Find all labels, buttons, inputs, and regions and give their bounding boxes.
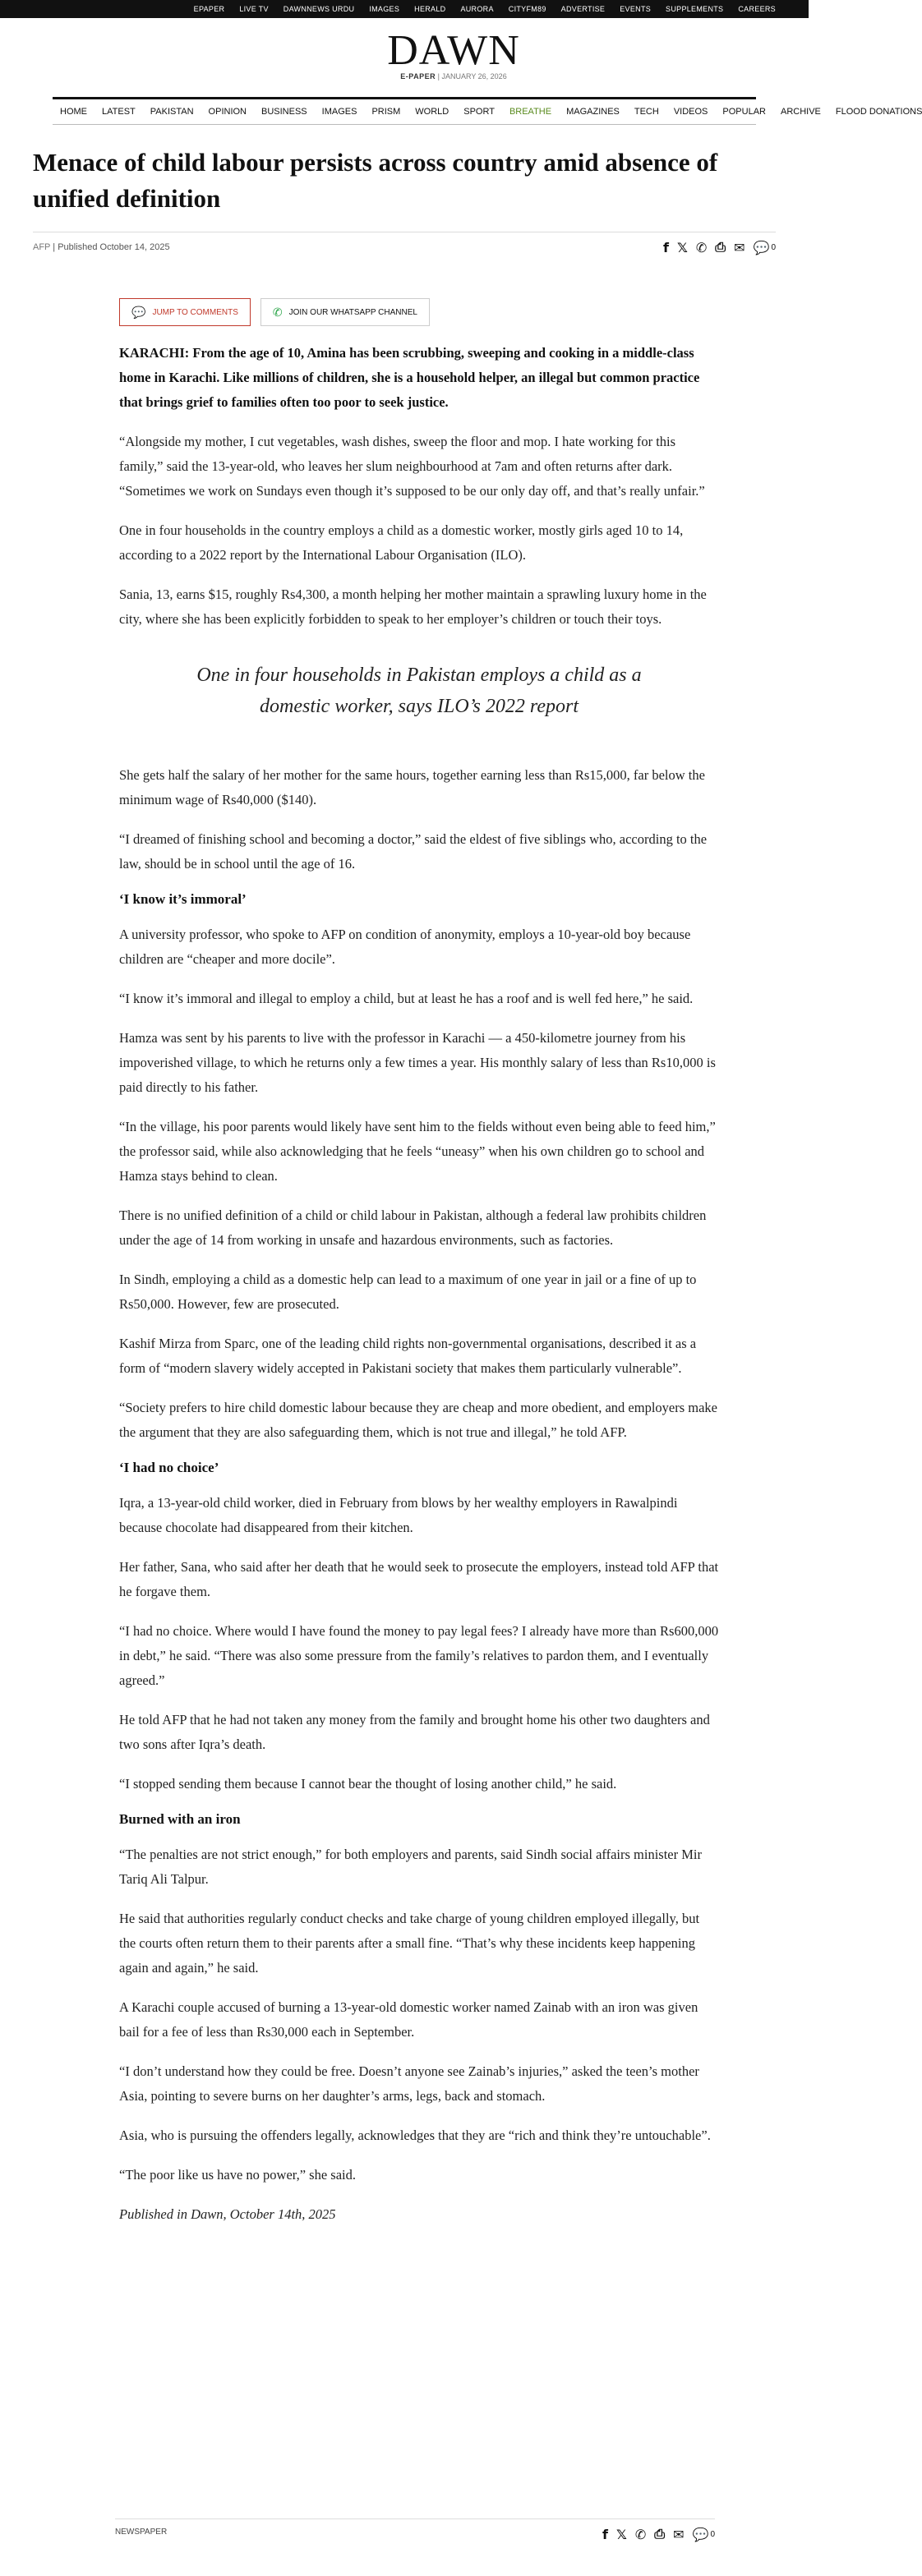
body-paragraph: “The poor like us have no power,” she said. bbox=[119, 2167, 357, 2183]
nav-item[interactable]: SPORT bbox=[463, 107, 495, 117]
main-navigation bbox=[53, 97, 922, 125]
comment-icon[interactable]: 💬 bbox=[753, 239, 770, 255]
print-icon[interactable]: ⎙ bbox=[715, 239, 726, 255]
pull-quote: One in four households in Pakistan employs a child as a domestic worker, says ILO’s 2022 report bbox=[196, 665, 642, 717]
topbar-link[interactable]: DAWNNEWS URDU bbox=[283, 5, 355, 13]
edition-line bbox=[99, 72, 809, 80]
nav-item[interactable]: FLOOD DONATIONS bbox=[835, 107, 922, 117]
nav-item[interactable]: LATEST bbox=[102, 107, 136, 117]
body-paragraph: “In the village, his poor parents would likely have sent him to the fields without even being able to feed him,” the professor said, while also acknowledging that he feels “uneasy” when his own children go to school and Hamza stays behind to clean. bbox=[119, 1119, 716, 1184]
topbar-link[interactable]: ADVERTISE bbox=[560, 5, 606, 13]
article-actions bbox=[119, 298, 719, 326]
nav-item[interactable]: BREATHE bbox=[509, 107, 552, 117]
nav-item[interactable]: BUSINESS bbox=[261, 107, 307, 117]
body-paragraph: There is no unified definition of a child or child labour in Pakistan, although a federal law prohibits children under the age of 14 from working in unsafe and hazardous environments, such as factories. bbox=[119, 1208, 707, 1248]
nav-item[interactable]: WORLD bbox=[415, 107, 449, 117]
body-paragraph: Sania, 13, earns $15, roughly Rs4,300, a month helping her mother maintain a sprawling luxury home in the city, where she has been explicitly forbidden to speak to her employer’s children or touch their toys. bbox=[119, 586, 707, 627]
body-paragraph: “I don’t understand how they could be free. Doesn’t anyone see Zainab’s injuries,” asked the teen’s mother Asia, pointing to severe burns on her daughter’s arms, legs, back and stomach. bbox=[119, 2063, 699, 2104]
nav-item[interactable]: TECH bbox=[634, 107, 659, 117]
footer-share-toolbar bbox=[594, 2526, 715, 2542]
body-paragraph: “I had no choice. Where would I have found the money to pay legal fees? I already have more than Rs600,000 in debt,” he said. “There was also some pressure from the family’s relatives to pardon them, and I eventually agreed.” bbox=[119, 1623, 719, 1688]
publish-date: Published October 14, 2025 bbox=[58, 242, 170, 252]
email-icon[interactable]: ✉ bbox=[734, 239, 745, 255]
nav-item[interactable]: IMAGES bbox=[321, 107, 357, 117]
dawn-logo[interactable]: DAWN bbox=[387, 27, 520, 74]
article-source[interactable]: AFP bbox=[33, 242, 51, 252]
body-paragraph: In Sindh, employing a child as a domestic help can lead to a maximum of one year in jail or a fine of up to Rs50,000. However, few are prosecuted. bbox=[119, 1272, 697, 1312]
body-paragraph: A university professor, who spoke to AFP on condition of anonymity, employs a 10-year-old boy because children are “cheaper and more docile”. bbox=[119, 927, 691, 967]
nav-item[interactable]: MAGAZINES bbox=[566, 107, 620, 117]
print-icon[interactable]: ⎙ bbox=[654, 2526, 666, 2542]
share-toolbar bbox=[655, 239, 776, 255]
x-icon[interactable]: 𝕏 bbox=[616, 2526, 627, 2542]
body-paragraph: Hamza was sent by his parents to live with the professor in Karachi — a 450-kilometre journey from his impoverished village, to which he returns only a few times a year. His monthly salary of less than Rs10,000 is paid directly to his father. bbox=[119, 1030, 716, 1095]
section-tag[interactable]: NEWSPAPER bbox=[115, 2528, 168, 2537]
topbar-link[interactable]: EPAPER bbox=[193, 5, 225, 13]
comment-icon[interactable]: 💬 bbox=[692, 2526, 709, 2542]
edition-date: | JANUARY 26, 2026 bbox=[437, 72, 507, 80]
body-paragraph: “Alongside my mother, I cut vegetables, wash dishes, sweep the floor and mop. I hate working for this family,” said the 13-year-old, who leaves her slum neighbourhood at 7am and often returns after dark. “Sometimes we work on Sundays even though it’s supposed to be our only day off, and that’s really unfair.” bbox=[119, 434, 705, 499]
nav-item[interactable]: PAKISTAN bbox=[150, 107, 194, 117]
article-body bbox=[119, 298, 719, 2227]
whatsapp-icon: ✆ bbox=[272, 305, 283, 319]
article-meta bbox=[33, 232, 776, 275]
nav-item[interactable]: VIDEOS bbox=[673, 107, 708, 117]
section-subheading: ‘I know it’s immoral’ bbox=[119, 891, 247, 907]
whatsapp-icon[interactable]: ✆ bbox=[634, 2526, 647, 2542]
body-paragraph: Iqra, a 13-year-old child worker, died in February from blows by her wealthy employers in Rawalpindi because chocolate had disappeared from their kitchen. bbox=[119, 1495, 678, 1535]
section-subheading: Burned with an iron bbox=[119, 1811, 241, 1827]
whatsapp-channel-button[interactable] bbox=[260, 298, 430, 326]
body-paragraph: He said that authorities regularly conduct checks and take charge of young children employed illegally, but the courts often return them to their parents after a small fine. “That’s why these incidents keep happening again and again,” he said. bbox=[119, 1911, 700, 1976]
topbar-link[interactable]: SUPPLEMENTS bbox=[666, 5, 724, 13]
article-headline: Menace of child labour persists across country amid absence of unified definition bbox=[33, 148, 718, 213]
masthead bbox=[0, 18, 809, 97]
facebook-icon[interactable]: f bbox=[663, 239, 669, 255]
nav-item[interactable]: ARCHIVE bbox=[780, 107, 821, 117]
topbar-link[interactable]: LIVE TV bbox=[239, 5, 269, 13]
nav-item[interactable]: OPINION bbox=[208, 107, 247, 117]
article-footer bbox=[115, 2518, 715, 2552]
jump-to-comments-label: JUMP TO COMMENTS bbox=[152, 307, 238, 317]
body-paragraph: One in four households in the country employs a child as a domestic worker, mostly girls aged 10 to 14, according to a 2022 report by the International Labour Organisation (ILO). bbox=[119, 522, 684, 563]
body-paragraph: A Karachi couple accused of burning a 13-year-old domestic worker named Zainab with an iron was given bail for a fee of less than Rs30,000 each in September. bbox=[119, 1999, 698, 2040]
nav-item[interactable]: POPULAR bbox=[722, 107, 766, 117]
publication-note: Published in Dawn, October 14th, 2025 bbox=[119, 2206, 336, 2222]
footer-comment-count: 0 bbox=[710, 2529, 715, 2539]
body-paragraph: Asia, who is pursuing the offenders legally, acknowledges that they are “rich and think they’re untouchable”. bbox=[119, 2128, 711, 2143]
body-paragraph: Kashif Mirza from Sparc, one of the leading child rights non-governmental organisations, described it as a form of “modern slavery widely accepted in Pakistani society that makes them particularly vulnerable”. bbox=[119, 1336, 697, 1376]
topbar-link[interactable]: CITYFM89 bbox=[508, 5, 546, 13]
x-icon[interactable]: 𝕏 bbox=[677, 239, 688, 255]
body-paragraph: “I know it’s immoral and illegal to employ a child, but at least he has a roof and is well fed here,” he said. bbox=[119, 991, 694, 1006]
whatsapp-channel-label: JOIN OUR WHATSAPP CHANNEL bbox=[288, 307, 417, 317]
body-paragraph: “I stopped sending them because I cannot bear the thought of losing another child,” he said. bbox=[119, 1776, 617, 1792]
nav-item[interactable]: HOME bbox=[60, 107, 87, 117]
nav-item[interactable]: PRISM bbox=[371, 107, 401, 117]
body-paragraph: He told AFP that he had not taken any money from the family and brought home his other two daughters and two sons after Iqra’s death. bbox=[119, 1712, 710, 1752]
body-paragraph: “The penalties are not strict enough,” for both employers and parents, said Sindh social affairs minister Mir Tariq Ali Talpur. bbox=[119, 1847, 703, 1887]
topbar-link[interactable]: HERALD bbox=[414, 5, 446, 13]
section-subheading: ‘I had no choice’ bbox=[119, 1460, 219, 1475]
email-icon[interactable]: ✉ bbox=[673, 2526, 685, 2542]
comment-bubble-icon: 💬 bbox=[131, 305, 146, 319]
body-paragraph: “Society prefers to hire child domestic labour because they are cheap and more obedient, and employers make the argument that they are also safeguarding them, which is not true and illegal,” he told AFP. bbox=[119, 1400, 718, 1440]
epaper-label[interactable]: E-PAPER bbox=[400, 72, 436, 80]
jump-to-comments-button[interactable] bbox=[119, 298, 251, 326]
comment-count: 0 bbox=[771, 242, 776, 252]
topbar-link[interactable]: IMAGES bbox=[369, 5, 400, 13]
topbar-link[interactable]: EVENTS bbox=[620, 5, 652, 13]
top-utility-bar bbox=[0, 0, 809, 18]
whatsapp-icon[interactable]: ✆ bbox=[695, 239, 708, 255]
topbar-link[interactable]: CAREERS bbox=[738, 5, 776, 13]
body-paragraph: Her father, Sana, who said after her death that he would seek to prosecute the employers, instead told AFP that he forgave them. bbox=[119, 1559, 719, 1599]
meta-separator: | bbox=[53, 242, 56, 252]
topbar-link[interactable]: AURORA bbox=[460, 5, 494, 13]
body-paragraph: She gets half the salary of her mother for the same hours, together earning less than Rs15,000, far below the minimum wage of Rs40,000 ($140). bbox=[119, 767, 705, 807]
lead-paragraph: KARACHI: From the age of 10, Amina has been scrubbing, sweeping and cooking in a middle-class home in Karachi. Like millions of children, she is a household helper, an illegal but common practice that brings grief to families often too poor to seek justice. bbox=[119, 345, 700, 410]
facebook-icon[interactable]: f bbox=[602, 2526, 608, 2542]
body-paragraph: “I dreamed of finishing school and becoming a doctor,” said the eldest of five siblings who, according to the law, should be in school until the age of 16. bbox=[119, 831, 708, 872]
article-content bbox=[119, 341, 719, 2227]
